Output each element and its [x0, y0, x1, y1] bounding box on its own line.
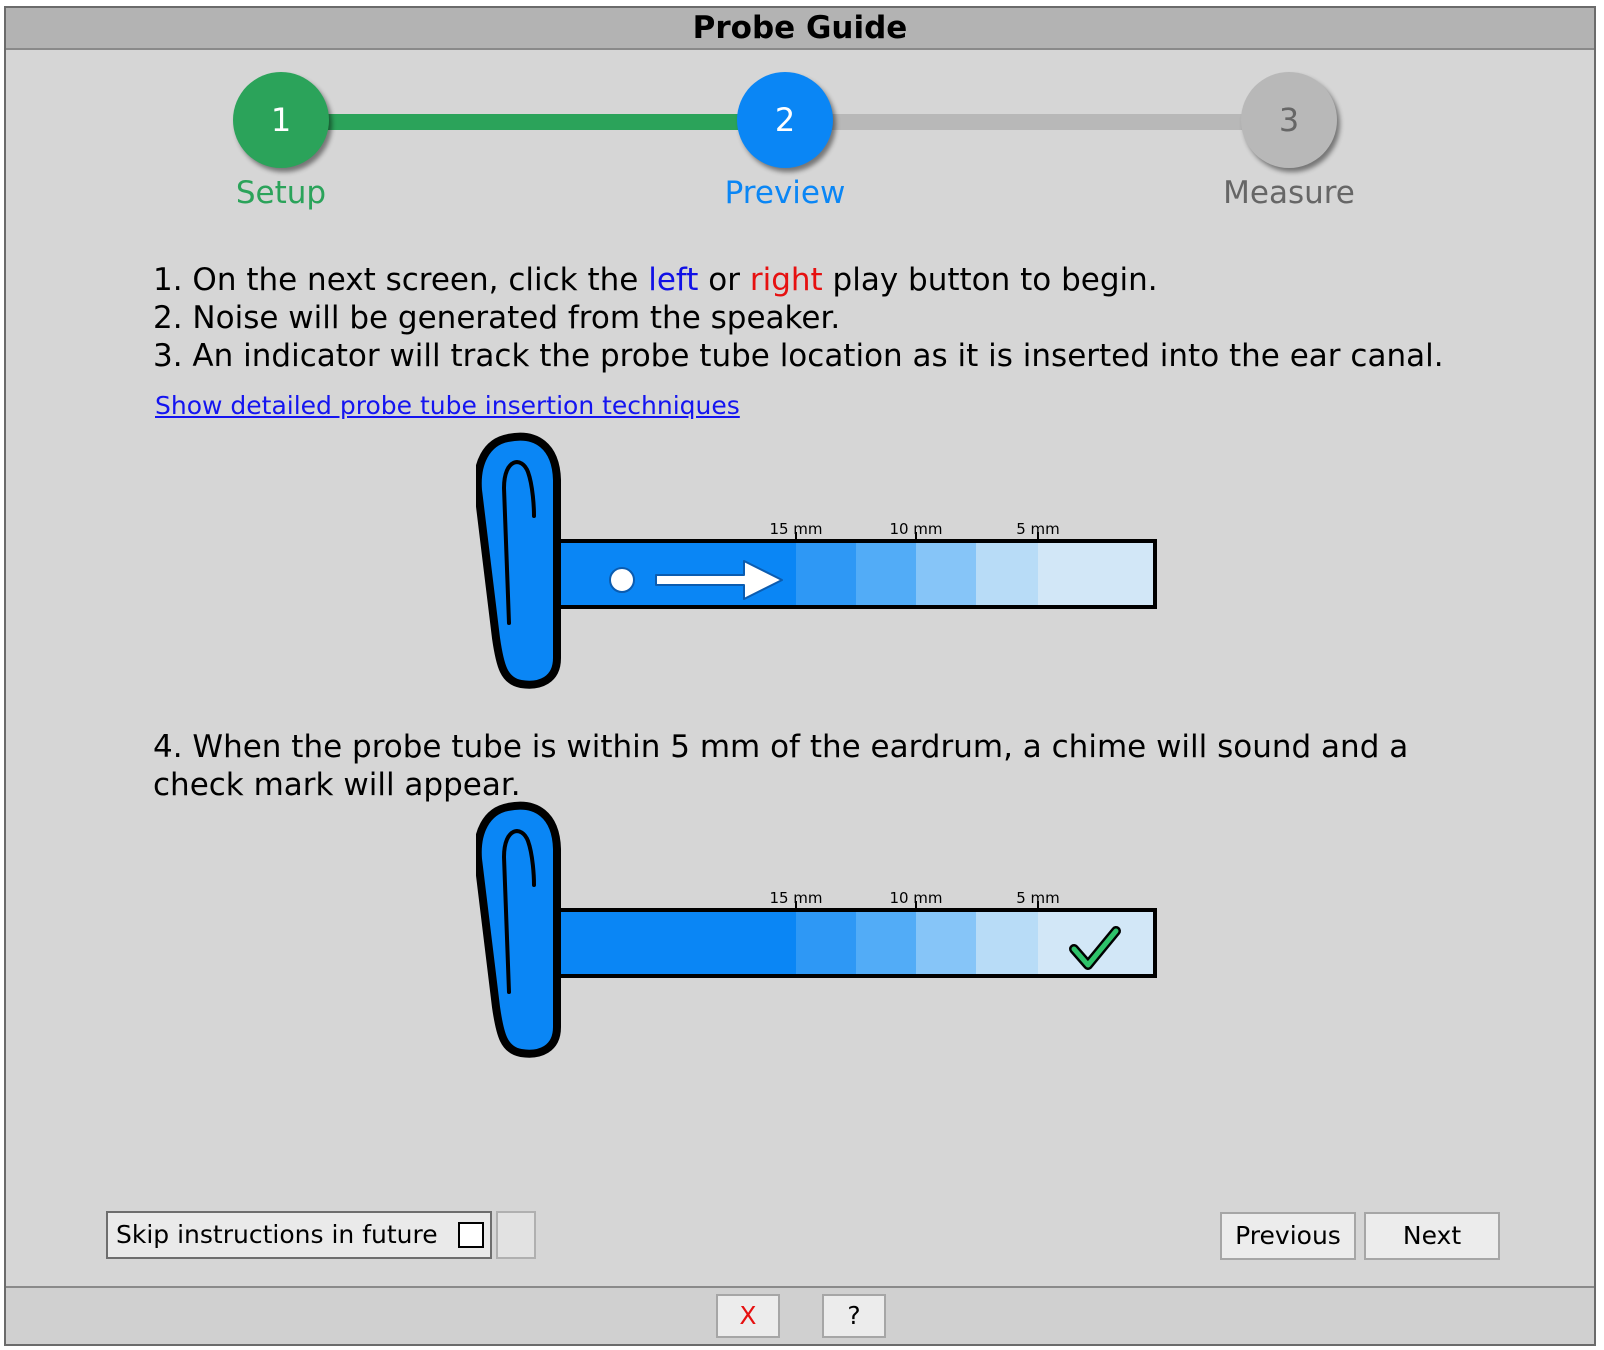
ear-icon	[478, 806, 557, 1054]
instructions	[153, 261, 1573, 375]
probe-tube-zone-7mm	[976, 910, 1038, 976]
tick-label-5mm: 5 mm	[1016, 520, 1060, 538]
instruction-4-line-1: 4. When the probe tube is within 5 mm of the eardrum, a chime will sound and a	[153, 729, 1409, 765]
probe-tube-zone-0	[536, 910, 796, 976]
step-3-circle: 3	[1241, 72, 1337, 168]
help-button[interactable]: ?	[822, 1294, 886, 1338]
probe-tube-zone-15mm	[796, 541, 856, 607]
probe-tube-zone-12mm	[856, 541, 916, 607]
probe-tube-zone-5mm	[1038, 541, 1155, 607]
probe-tube-zone-7mm	[976, 541, 1038, 607]
tick-label-15mm: 15 mm	[769, 520, 823, 538]
step-2-label: Preview	[724, 175, 846, 211]
tick-label-5mm: 5 mm	[1016, 889, 1060, 907]
probe-tube-zone-12mm	[856, 910, 916, 976]
probe-tube-zone-5mm	[1038, 910, 1155, 976]
instruction-1-before: 1. On the next screen, click the	[153, 262, 649, 298]
instruction-1-after: play button to begin.	[822, 262, 1158, 298]
probe-diagram-insertion	[476, 428, 1196, 698]
probe-tube-zone-10mm	[916, 910, 976, 976]
bottom-toolbar	[6, 1286, 1594, 1344]
left-word: left	[648, 262, 699, 298]
instruction-1	[153, 261, 1573, 299]
probe-tube-zone-15mm	[796, 910, 856, 976]
next-button[interactable]: Next	[1364, 1212, 1500, 1260]
probe-guide-window	[4, 6, 1596, 1346]
tick-label-15mm: 15 mm	[769, 889, 823, 907]
right-word: right	[749, 262, 823, 298]
ear-icon	[478, 437, 557, 685]
step-connector-1-2	[281, 114, 786, 130]
close-button[interactable]: X	[716, 1294, 780, 1338]
tick-label-10mm: 10 mm	[889, 520, 943, 538]
probe-tube-zone-10mm	[916, 541, 976, 607]
skip-instructions-checkbox[interactable]	[458, 1222, 484, 1248]
previous-button[interactable]: Previous	[1220, 1212, 1356, 1260]
skip-aux-button[interactable]	[496, 1211, 536, 1259]
skip-instructions-label: Skip instructions in future	[116, 1220, 438, 1249]
step-3-label: Measure	[1223, 175, 1355, 211]
window-title: Probe Guide	[6, 8, 1594, 50]
skip-instructions-toggle[interactable]	[106, 1211, 492, 1259]
instruction-4-line-2: check mark will appear.	[153, 767, 521, 803]
step-2-circle: 2	[737, 72, 833, 168]
step-connector-2-3	[786, 114, 1286, 130]
step-1-label: Setup	[235, 175, 327, 211]
probe-position-indicator	[610, 568, 634, 592]
instruction-3: 3. An indicator will track the probe tube location as it is inserted into the ear canal.	[153, 338, 1444, 374]
tick-label-10mm: 10 mm	[889, 889, 943, 907]
instruction-4	[153, 728, 1573, 804]
step-1-circle: 1	[233, 72, 329, 168]
detailed-techniques-link[interactable]: Show detailed probe tube insertion techniques	[155, 391, 740, 420]
probe-diagram-complete	[476, 797, 1196, 1067]
instruction-1-middle: or	[698, 262, 750, 298]
instruction-2: 2. Noise will be generated from the speaker.	[153, 300, 841, 336]
